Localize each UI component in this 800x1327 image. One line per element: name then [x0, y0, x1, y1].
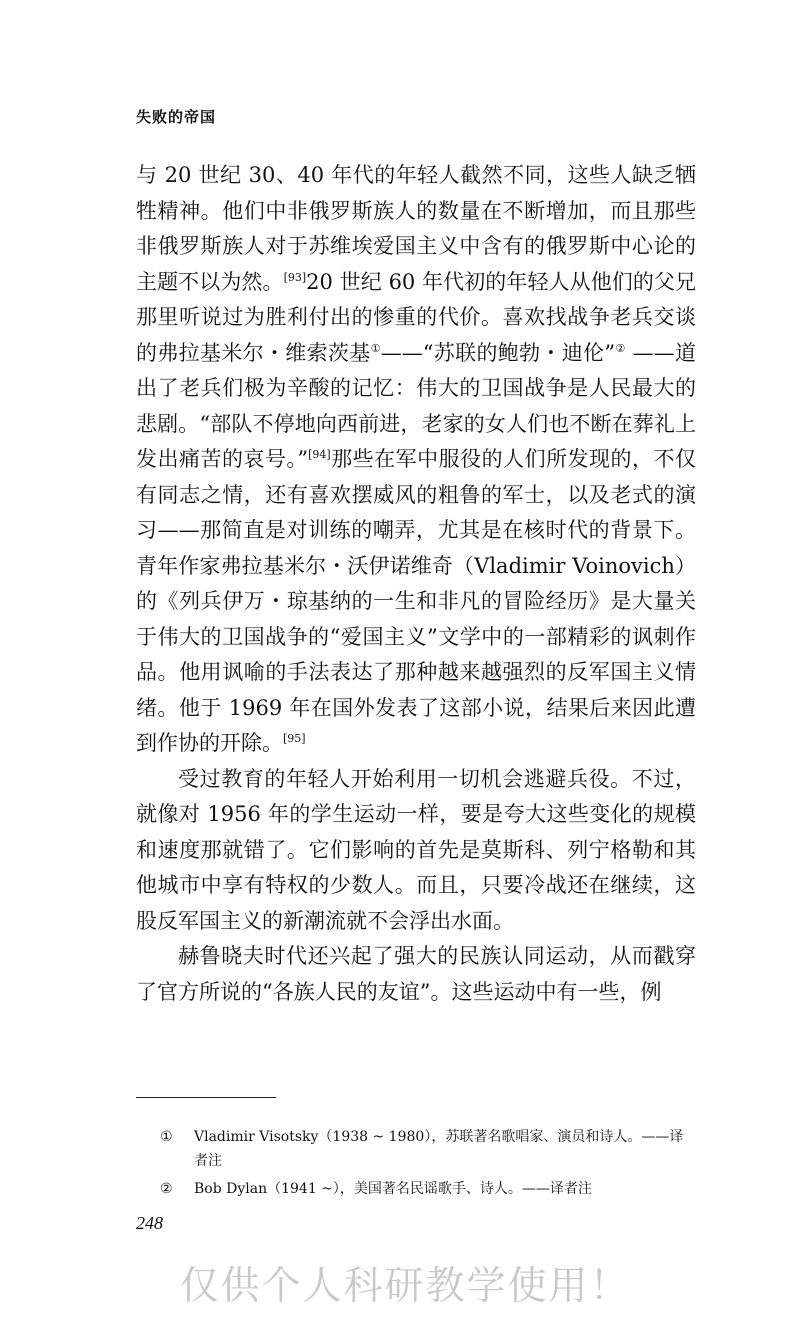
paragraph-1-part-d: ——道出了老兵们极为辛酸的记忆：伟大的卫国战争是人民最大的悲剧。“部队不停地向西前进，老家的女人们也不断在葬礼上发出痛苦的哀号。” [136, 340, 696, 471]
footnote-text: Vladimir Visotsky（1938 ~ 1980），苏联著名歌唱家、演员和诗人。——译者注 [194, 1129, 684, 1169]
paragraph-2: 受过教育的年轻人开始利用一切机会逃避兵役。不过，就像对 1956 年的学生运动一样，要是夸大这些变化的规模和速度那就错了。它们影响的首先是莫斯科、列宁格勒和其他城市中享有特权的少数人。而且，只要冷战还在继续，这股反军国主义的新潮流就不会浮出水面。 [136, 766, 696, 933]
paragraph-1-part-c: ——“苏联的鲍勃・迪伦” [380, 340, 616, 365]
footnote-ref-1[interactable]: ① [370, 341, 381, 355]
footnotes [160, 1125, 690, 1205]
footnote-2 [160, 1177, 690, 1201]
footnote-marker: ② [160, 1181, 173, 1197]
main-text [136, 158, 696, 1010]
paragraph-1-part-a: 与 20 世纪 30、40 年代的年轻人截然不同，这些人缺乏牺牲精神。他们中非俄罗斯族人的数量在不断增加，而且那些非俄罗斯族人对于苏维埃爱国主义中含有的俄罗斯中心论的主题不以为然。 [136, 163, 696, 294]
endnote-ref-93[interactable]: [93] [283, 270, 307, 284]
footnote-ref-2[interactable]: ② [615, 341, 626, 355]
footnote-1 [160, 1125, 690, 1173]
footnote-text: Bob Dylan（1941 ~），美国著名民谣歌手、诗人。——译者注 [194, 1181, 592, 1197]
footnote-marker: ① [160, 1129, 173, 1145]
paragraph-3: 赫鲁晓夫时代还兴起了强大的民族认同运动，从而戳穿了官方所说的“各族人民的友谊”。这些运动中有一些，例 [136, 944, 696, 1004]
running-title: 失败的帝国 [136, 108, 217, 126]
paragraph-1 [136, 158, 696, 762]
paragraph-1-part-e: 那些在军中服役的人们所发现的，不仅有同志之情，还有喜欢摆威风的粗鲁的军士，以及老式的演习——那简直是对训练的嘲弄，尤其是在核时代的背景下。青年作家弗拉基米尔・沃伊诺维奇（Vladimir Voinovich）的《列兵伊万・琼基纳的一生和非凡的冒险经历》是大量关于伟大的卫国战争的“爱国主义”文学中的一部精彩的讽刺作品。他用讽喻的手法表达了那种越来越强烈的反军国主义情绪。他于 1969 年在国外发表了这部小说，结果后来因此遭到作协的开除。 [136, 447, 696, 755]
endnote-ref-95[interactable]: [95] [283, 732, 306, 745]
page-number: 248 [136, 1213, 163, 1233]
watermark-text: 仅供个人科研教学使用！ [179, 1264, 631, 1309]
paragraph-1-part-b: 20 世纪 60 年代初的年轻人从他们的父兄那里听说过为胜利付出的惨重的代价。喜欢找战争老兵交谈的弗拉基米尔・维索茨基 [136, 269, 697, 365]
endnote-ref-94[interactable]: [94] [308, 448, 331, 461]
footnote-divider [136, 1097, 276, 1098]
